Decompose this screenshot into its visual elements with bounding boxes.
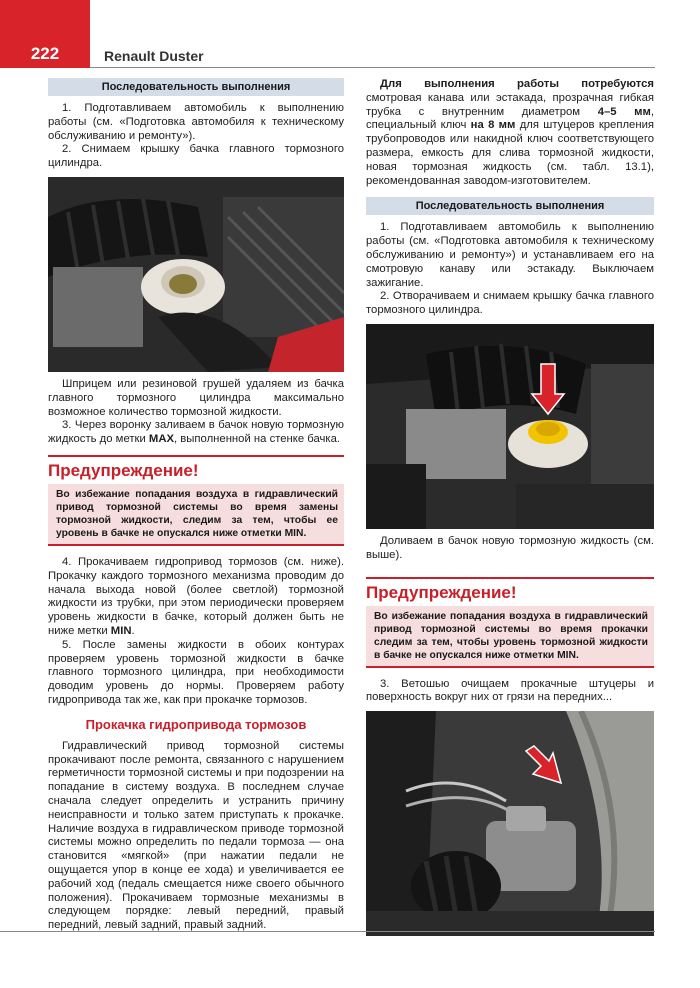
- caption-1: Шприцем или резиновой грушей удаляем из бачка главного тормозного цилиндра максимально возможное количество тормозной жидкости.: [48, 377, 344, 418]
- step-5: 5. После замены жидкости в обоих контурах проверяем уровень тормозной жидкости в бачке главного тормозного цилиндра, при необходимости доводим уровень до нормы. Проверяем работу гидропривода так же, как при прокачке тормозов.: [48, 638, 344, 706]
- footer-rule: [0, 931, 655, 932]
- section-text: Гидравлический привод тормозной системы прокачивают после ремонта, связанного с нарушением герметичности тормозной системы и при подозрении на попадание в систему воздуха. В последнем случае сначала следует определить и устранить причину неисправности и только затем приступать к прокачке. Наличие воздуха в гидравлическом приводе тормозной системы можно определить по педали тормоза — она становится «мягкой» (при нажатии педали не ощущается упор в конце ее хода) и увеличивается ее рабочий ход (педаль смещается ниже своего обычного положения). Прокачиваем тормозные механизмы в следующем порядке: левый передний, правый передний, левый задний, правый задний.: [48, 739, 344, 932]
- reservoir-cap-photo: [366, 324, 654, 529]
- step-1: 1. Подготавливаем автомобиль к выполнению работы (см. «Подготовка автомобиля к техническому обслуживанию и ремонту»).: [48, 102, 344, 142]
- step-3-right: 3. Ветошью очищаем прокачные штуцеры и поверхность вокруг них от грязи на передних...: [366, 677, 654, 704]
- step-1-right: 1. Подготавливаем автомобиль к выполнению работы (см. «Подготовка автомобиля к техническому обслуживанию и ремонту») и устанавливаем его на смотровую канаву или эстакаду. Выключаем зажигание.: [366, 221, 654, 289]
- section-title: Прокачка гидропривода тормозов: [85, 716, 307, 732]
- warning-box-right: Во избежание попадания воздуха в гидравлический привод тормозной системы во время прокачки следим за тем, чтобы уровень тормозной жидкости в бачке не опускался ниже отметки MIN.: [366, 606, 654, 668]
- warning-box: Во избежание попадания воздуха в гидравлический привод тормозной системы во время замены тормозной жидкости, следим за тем, чтобы ее уровень в бачке не опускался ниже отметки MIN.: [48, 484, 344, 546]
- book-title: Renault Duster: [104, 48, 204, 64]
- warning-title: Предупреждение!: [48, 455, 344, 481]
- left-column: [48, 78, 344, 933]
- step-2-right: 2. Отворачиваем и снимаем крышку бачка главного тормозного цилиндра.: [366, 290, 654, 317]
- step-3: 3. Через воронку заливаем в бачок новую тормозную жидкость до метки MAX, выполненной на стенке бачка.: [48, 419, 344, 446]
- requirements: Для выполнения работы потребуются смотровая канава или эстакада, прозрачная гибкая трубка с внутренним диаметром 4–5 мм, специальный ключ на 8 мм для штуцеров крепления трубопроводов или накидной ключ соответствующего размера, емкость для слива тормозной жидкости, новая тормозная жидкость (см. табл. 13.1), рекомендованная заводом-изготовителем.: [366, 78, 654, 187]
- right-column: [366, 78, 654, 942]
- page-number: 222: [0, 0, 90, 68]
- warning-title-right: Предупреждение!: [366, 577, 654, 603]
- procedure-banner: Последовательность выполнения: [48, 78, 344, 96]
- step-2: 2. Снимаем крышку бачка главного тормозного цилиндра.: [48, 143, 344, 170]
- reservoir-photo: [48, 177, 344, 372]
- step-4: 4. Прокачиваем гидропривод тормозов (см. ниже). Прокачку каждого тормозного механизма проводим до начала выхода новой (более светлой) тормозной жидкости из трубки, при этом периодически проверяем уровень жидкости в бачке, который должен быть не ниже метки MIN.: [48, 555, 344, 637]
- procedure-banner-right: Последовательность выполнения: [366, 197, 654, 215]
- caption-2: Доливаем в бачок новую тормозную жидкость (см. выше).: [366, 534, 654, 561]
- header-rule: [90, 67, 655, 68]
- brake-caliper-photo: [366, 711, 654, 936]
